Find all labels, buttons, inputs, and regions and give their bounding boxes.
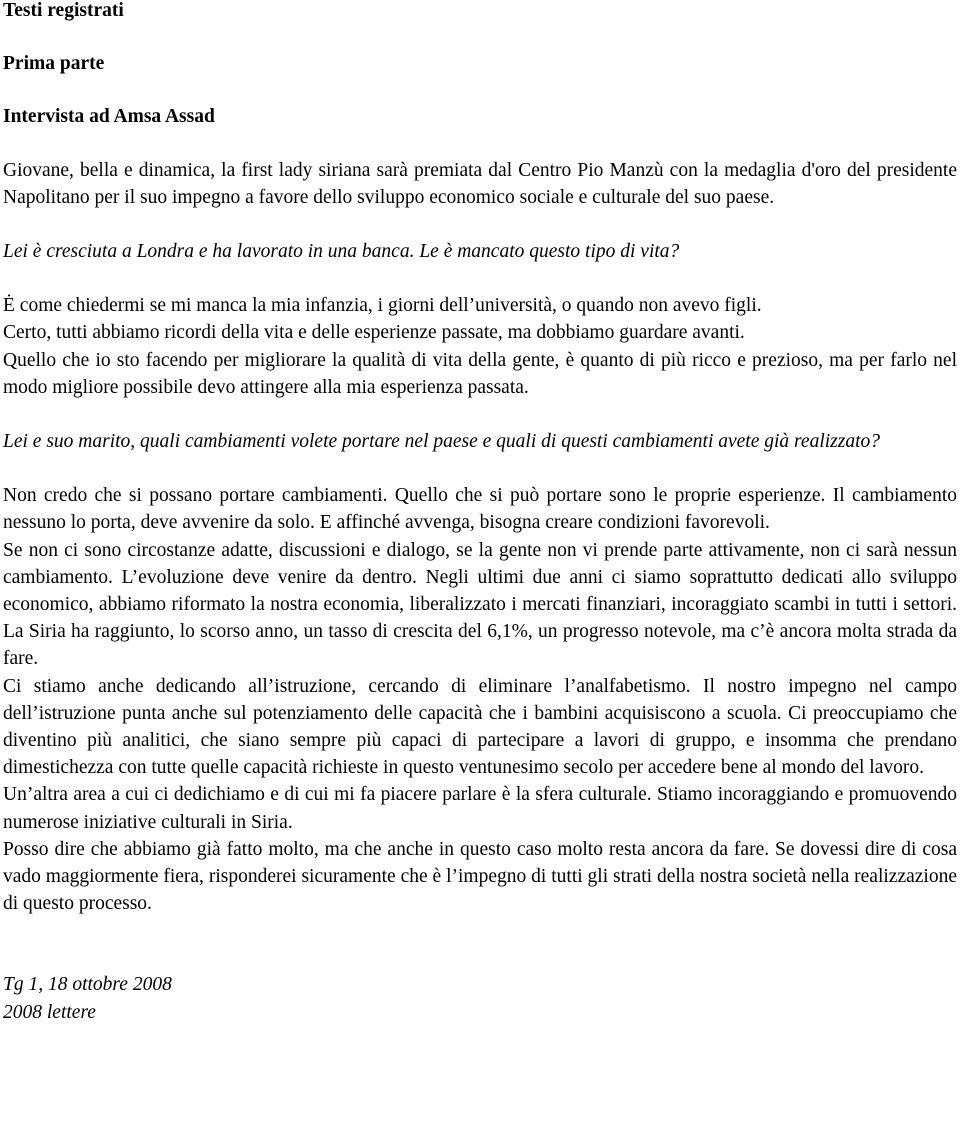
answer-1-paragraph: Ė come chiedermi se mi manca la mia infanzia, i giorni dell’università, o quando non avevo figli.	[3, 295, 762, 317]
document-title: Testi registrati	[3, 0, 124, 21]
part-heading: Prima parte	[3, 53, 105, 75]
answer-1-paragraph: Certo, tutti abbiamo ricordi della vita e delle esperienze passate, ma dobbiamo guardare avanti.	[3, 322, 745, 344]
question-1: Lei è cresciuta a Londra e ha lavorato in una banca. Le è mancato questo tipo di vita?	[3, 241, 680, 263]
answer-2-paragraph: Posso dire che abbiamo già fatto molto, ma che anche in questo caso molto resta ancora da fare. Se dovessi dire di cosa vado maggiormente fiera, risponderei sicuramente che è l’impegno di tutti gli strati della nostra società nella realizzazione di questo processo.	[3, 838, 957, 915]
answer-1-paragraph: Quello che io sto facendo per migliorare la qualità di vita della gente, è quanto di più ricco e prezioso, ma per farlo nel modo migliore possibile devo attingere alla mia esperienza passata.	[3, 349, 957, 398]
source-citation	[3, 971, 957, 1025]
word-count-line: 2008 lettere	[3, 1001, 96, 1023]
answer-2-paragraph: Ci stiamo anche dedicando all’istruzione, cercando di eliminare l’analfabetismo. Il nostro impegno nel campo dell’istruzione punta anche sul potenziamento delle capacità che i bambini acquisiscono a scuola. Ci preoccupiamo che diventino più analitici, che siano sempre più capaci di partecipare a lavori di gruppo, e insomma che prendano dimestichezza con tutte quelle capacità richieste in questo ventunesimo secolo per accedere bene al mondo del lavoro.	[3, 675, 957, 779]
answer-2-paragraph: Non credo che si possano portare cambiamenti. Quello che si può portare sono le proprie esperienze. Il cambiamento nessuno lo porta, deve avvenire da solo. E affinché avvenga, bisogna creare condizioni favorevoli.	[3, 485, 957, 534]
answer-2-paragraph: Se non ci sono circostanze adatte, discussioni e dialogo, se la gente non vi prende parte attivamente, non ci sarà nessun cambiamento. L’evoluzione deve venire da dentro. Negli ultimi due anni ci siamo soprattutto dedicati allo sviluppo economico, abbiamo riformato la nostra economia, liberalizzato i mercati finanziari, incoraggiato scambi in tutti i settori. La Siria ha raggiunto, lo scorso anno, un tasso di crescita del 6,1%, un progresso notevole, ma c’è ancora molta strada da fare.	[3, 539, 957, 670]
answer-2	[3, 482, 957, 917]
intro-paragraph: Giovane, bella e dinamica, la first lady siriana sarà premiata dal Centro Pio Manzù con la medaglia d'oro del presidente Napolitano per il suo impegno a favore dello sviluppo economico sociale e culturale del suo paese.	[3, 159, 957, 208]
source-line: Tg 1, 18 ottobre 2008	[3, 974, 172, 996]
interview-heading: Intervista ad Amsa Assad	[3, 106, 215, 128]
question-2: Lei e suo marito, quali cambiamenti volete portare nel paese e quali di questi cambiamenti avete già realizzato?	[3, 431, 880, 453]
answer-1	[3, 292, 957, 401]
answer-2-paragraph: Un’altra area a cui ci dedichiamo e di cui mi fa piacere parlare è la sfera culturale. Stiamo incoraggiando e promuovendo numerose iniziative culturali in Siria.	[3, 784, 957, 833]
